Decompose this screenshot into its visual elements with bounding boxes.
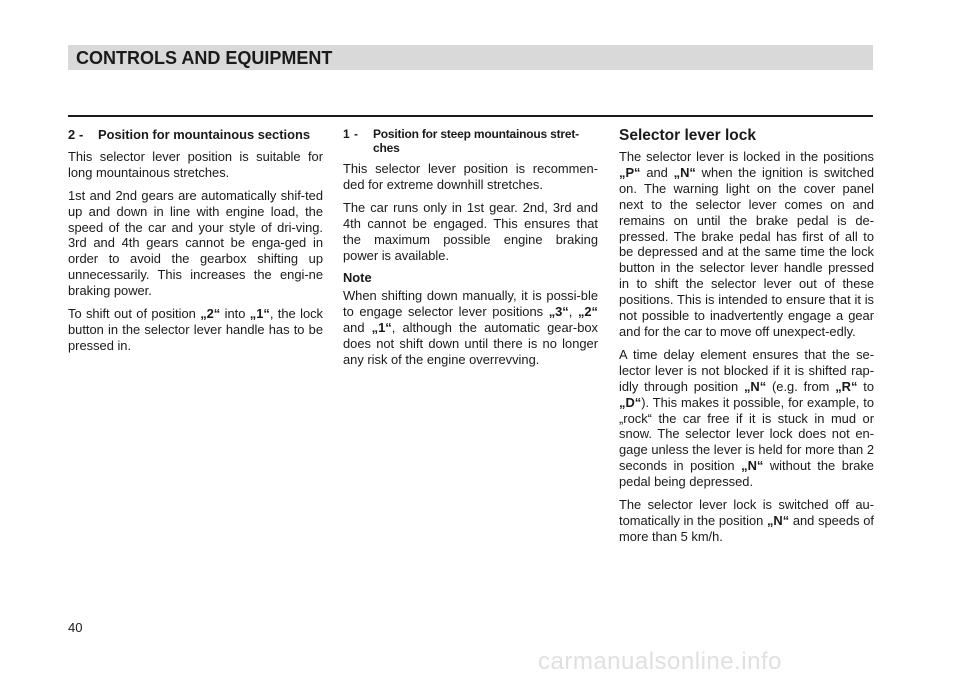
item-number: 1	[343, 127, 350, 141]
top-rule	[68, 115, 873, 117]
header-bar	[68, 45, 873, 70]
section-title: Selector lever lock	[619, 127, 756, 144]
note-title: Note	[343, 270, 372, 286]
paragraph: The selector lever is locked in the positions „P“ and „N“ when the ignition is switched on. The warning light on the cover panel next to the selector lever comes on and remains on until the brake pedal is de-pressed. The brake pedal has first of all to be depressed and at the same time the lock button in the selector lever handle pressed in to shift the selector lever out of these positions. This is intended to ensure that it is not possible to inadvertently engage a gear and for the car to move off unexpect-edly.	[619, 149, 874, 339]
page-number: 40	[68, 620, 83, 635]
paragraph: This selector lever position is recommen-ded for extreme downhill stretches.	[343, 161, 598, 192]
page-title: CONTROLS AND EQUIPMENT	[76, 48, 333, 68]
item-dash: -	[354, 127, 358, 141]
note-paragraph: When shifting down manually, it is possi-ble to engage selector lever positions „3“, „2“ and „1“, although the automatic gear-box does not shift down until there is no longer any risk of the engine overrevving.	[343, 288, 598, 367]
paragraph: 1st and 2nd gears are automatically shif-ted up and down in line with engine load, the speed of the car and your style of dri-ving. 3rd and 4th gears cannot be enga-ged in order to avoid the gearbox shifting up unnecessarily. This increases the engi-ne braking power.	[68, 187, 323, 299]
item-dash: -	[79, 127, 84, 142]
column-right	[619, 127, 874, 552]
item-title: Position for steep mountainous stret-ches	[373, 127, 579, 155]
paragraph: The car runs only in 1st gear. 2nd, 3rd and 4th cannot be engaged. This ensures that the maximum possible engine braking power is available.	[343, 199, 598, 263]
paragraph: To shift out of position „2“ into „1“, the lock button in the selector lever handle has to be pressed in.	[68, 306, 324, 353]
paragraph: This selector lever position is suitable for long mountainous stretches.	[68, 148, 323, 180]
column-left	[68, 127, 323, 361]
item-number: 2	[68, 127, 76, 142]
watermark: carmanualsonline.info	[538, 648, 782, 675]
item-heading-2	[68, 127, 323, 143]
item-title: Position for mountainous sections	[98, 127, 310, 142]
column-middle	[343, 127, 598, 375]
item-heading-1	[343, 127, 598, 155]
paragraph: The selector lever lock is switched off au-tomatically in the position „N“ and speeds of more than 5 km/h.	[619, 497, 874, 544]
paragraph: A time delay element ensures that the se-lector lever is not blocked if it is shifted rap-idly through position „N“ (e.g. from „R“ to „D“). This makes it possible, for example, to „rock“ the car free if it is stuck in mud or snow. The selector lever lock does not en-gage unless the lever is held for more than 2 seconds in position „N“ without the brake pedal being depressed.	[619, 346, 874, 490]
